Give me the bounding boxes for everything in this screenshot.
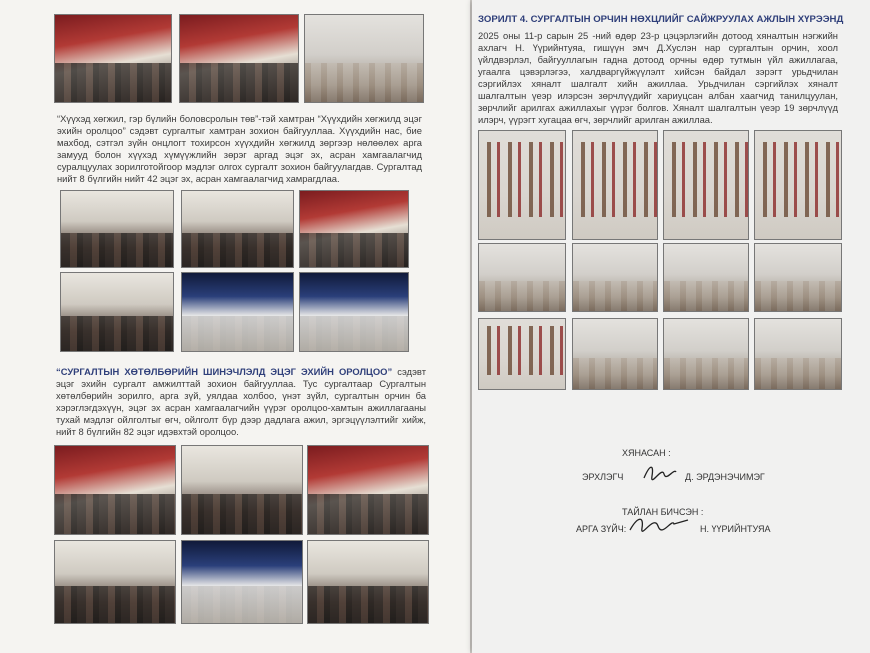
section-heading: ЗОРИЛТ 4. СУРГАЛТЫН ОРЧИН НӨХЦЛИЙГ САЙЖРУУЛАХ АЖЛЫН ХҮРЭЭНД [478, 14, 844, 25]
photo-inspection-1 [478, 243, 566, 312]
report-label: ТАЙЛАН БИЧСЭН : [622, 507, 704, 517]
photo-training-6 [307, 540, 429, 624]
photo-lecture-3 [304, 14, 424, 103]
photo-training-4 [54, 540, 176, 624]
photo-inspection-6 [572, 318, 658, 390]
photo-coatroom-1 [478, 130, 566, 240]
photo-session-4 [60, 272, 174, 352]
approved-label: ХЯНАСАН : [622, 448, 671, 458]
photo-coatroom-2 [572, 130, 658, 240]
inspection-paragraph: 2025 оны 11-р сарын 25 -ний өдөр 23-р цэцэрлэгийн дотоод хяналтын нэгжийн ахлагч Н. Үүрийнтуяа, гишүүн эмч Д.Хуслэн нар сургалтын орчин, хоол үйлдвэрлэл, байгууллагын гадна дотоод орчны өдөр тутмын үйл ажиллагаа, угаалга цэвэрлэгээ, халдваргүйжүүлэлт хийсэн байдал зэрэгт урьдчилан сэргийлэх хяналт шалгалт хийн ажиллаа. Урьдчилан сэргийлэх хяналт шалгалтын үеэр илэрсэн зөрчлүүдийг хариуцсан албан хаагчид танилцуулан, зөрчлийг арилгах ажиллахыг үүрэг болгов. Хяналт шалгалтын үеэр 19 зөрчлүүд илэрч, үүрэгт хугацаа өгч, зөрчлийг арилган ажиллаа. [478, 30, 838, 125]
paragraph-2-body: сэдэвт эцэг эхийн сургалт амжилттай зохион байгууллаа. Тус сургалтаар Сургалтын хөтөлбөрийн зорилго, арга зүй, уялдаа холбоо, үнэт зүйл, сургалтын орчин ба хэрэглэгдэхүүн, эцэг эх асран хамгаалагчийн үүрэг оролцоо-хамтын ажиллагааны тухай мэдлэг ойлголтыг өгч, ойлголт бүр дээр дадлага ажил, эргэцүүлэлтийг хийж, нийт 8 бүлгийн 82 эцэг идэвхтэй оролцоо. [56, 366, 426, 437]
photo-training-3 [307, 445, 429, 535]
author-signature [628, 512, 690, 540]
photo-session-6 [299, 272, 409, 352]
paragraph-1: “Хүүхэд хөгжил, гэр бүлийн боловсролын төв”-тэй хамтран “Хүүхдийн хөгжилд эцэг эхийн оролцоо” сэдэвт сургалтыг хамтран зохион байгууллаа. Хүүхдийн нас, бие махбод, сэтгэл зүйн онцлогт тохирсон хүүхдийн хөгжилд зөргээр нөлөөлөх арга замууд болон хүүхэд хүмүүжлийн зөрэг аргад эцэг эх, асран хамгаалагчид суралцуулах зорилготойгоор мэдлэг олгох сургалт зохион байгуулагдав. Сургалтад нийт 8 бүлгийн нийт 42 эцэг эх, асран хамгаалагчид хамрагдлаа. [57, 113, 422, 184]
photo-training-5 [181, 540, 303, 624]
photo-inspection-8 [754, 318, 842, 390]
approver-signature [640, 462, 680, 488]
photo-lecture-2 [179, 14, 299, 103]
author-name: Н. ҮҮРИЙНТУЯА [700, 524, 771, 534]
right-page [472, 0, 870, 653]
photo-training-2 [181, 445, 303, 535]
photo-session-5 [181, 272, 294, 352]
paragraph-2-heading: “СУРГАЛТЫН ХӨТӨЛБӨРИЙН ШИНЭЧЛЭЛД ЭЦЭГ ЭХИЙН ОРОЛЦОО” [56, 366, 393, 377]
approver-name: Д. ЭРДЭНЭЧИМЭГ [685, 472, 765, 482]
approver-role: ЭРХЛЭГЧ [582, 472, 624, 482]
photo-inspection-3 [663, 243, 749, 312]
author-role: АРГА ЗҮЙЧ: [576, 524, 627, 534]
photo-training-1 [54, 445, 176, 535]
photo-inspection-4 [754, 243, 842, 312]
paragraph-2 [56, 366, 426, 438]
photo-session-3 [299, 190, 409, 268]
photo-inspection-7 [663, 318, 749, 390]
photo-session-2 [181, 190, 294, 268]
photo-lecture-1 [54, 14, 172, 103]
photo-inspection-2 [572, 243, 658, 312]
photo-coatroom-3 [663, 130, 749, 240]
photo-coatroom-4 [754, 130, 842, 240]
photo-session-1 [60, 190, 174, 268]
photo-inspection-5 [478, 318, 566, 390]
